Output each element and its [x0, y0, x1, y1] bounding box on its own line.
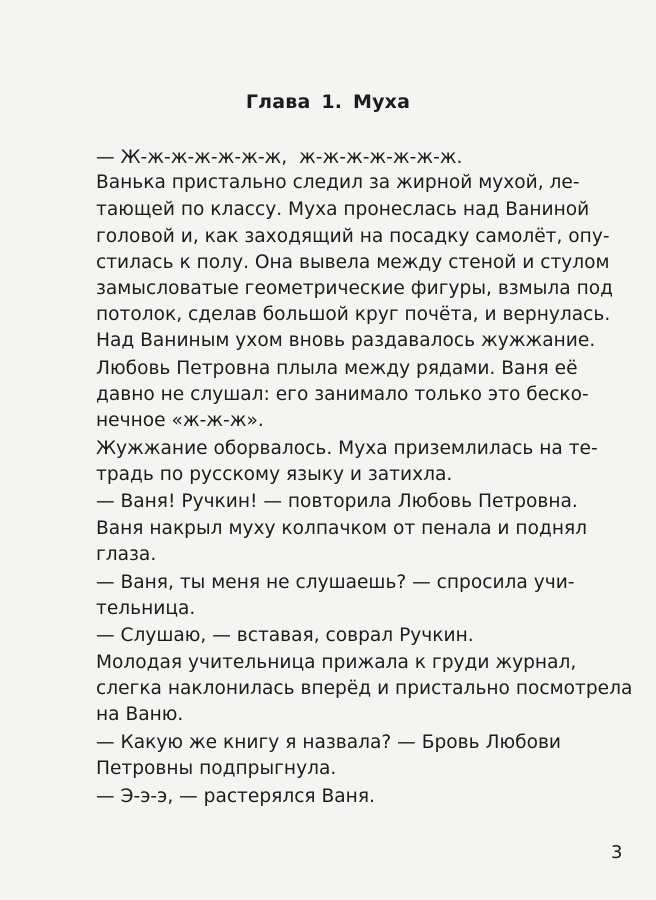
- text-line: на Ваню.: [96, 704, 184, 725]
- text-line: — Какую же книгу я назвала? — Бровь Любови: [96, 732, 561, 753]
- text-line: — Э-э-э, — растерялся Ваня.: [96, 786, 375, 807]
- text-line: нечное «ж-ж-ж».: [96, 410, 264, 431]
- text-line: Жужжание оборвалось. Муха приземлилась на те-: [96, 438, 598, 459]
- chapter-title: Глава 1. Муха: [245, 91, 411, 113]
- text-line: Петровны подпрыгнула.: [96, 758, 337, 779]
- text-line: слегка наклонилась вперёд и пристально посмотрела: [96, 678, 633, 699]
- text-line: замысловатые геометрические фигуры, взмыла под: [96, 278, 613, 299]
- text-line: традь по русскому языку и затихла.: [96, 464, 453, 485]
- text-line: — Ж-ж-ж-ж-ж-ж-ж, ж-ж-ж-ж-ж-ж-ж.: [96, 147, 463, 168]
- text-line: Ванька пристально следил за жирной мухой, ле-: [96, 172, 580, 193]
- text-line: Ваня накрыл муху колпачком от пенала и поднял: [96, 518, 588, 539]
- page-number: 3: [611, 842, 623, 863]
- text-line: — Ваня, ты меня не слушаешь? — спросила учи-: [96, 572, 575, 593]
- text-line: Любовь Петровна плыла между рядами. Ваня её: [96, 358, 578, 379]
- text-line: головой и, как заходящий на посадку самолёт, опу-: [96, 226, 610, 247]
- text-line: глаза.: [96, 544, 157, 565]
- text-line: Молодая учительница прижала к груди журнал,: [96, 652, 577, 673]
- text-line: тающей по классу. Муха пронеслась над Ваниной: [96, 199, 590, 220]
- text-line: давно не слушал: его занимало только это беско-: [96, 384, 589, 405]
- text-line: тельница.: [96, 598, 196, 619]
- text-line: Над Ваниным ухом вновь раздавалось жужжание.: [96, 330, 596, 351]
- text-line: — Слушаю, — вставая, соврал Ручкин.: [96, 625, 474, 646]
- text-line: — Ваня! Ручкин! — повторила Любовь Петровна.: [96, 491, 578, 512]
- text-line: стилась к полу. Она вывела между стеной и стулом: [96, 252, 610, 273]
- text-line: потолок, сделав большой круг почёта, и вернулась.: [96, 304, 611, 325]
